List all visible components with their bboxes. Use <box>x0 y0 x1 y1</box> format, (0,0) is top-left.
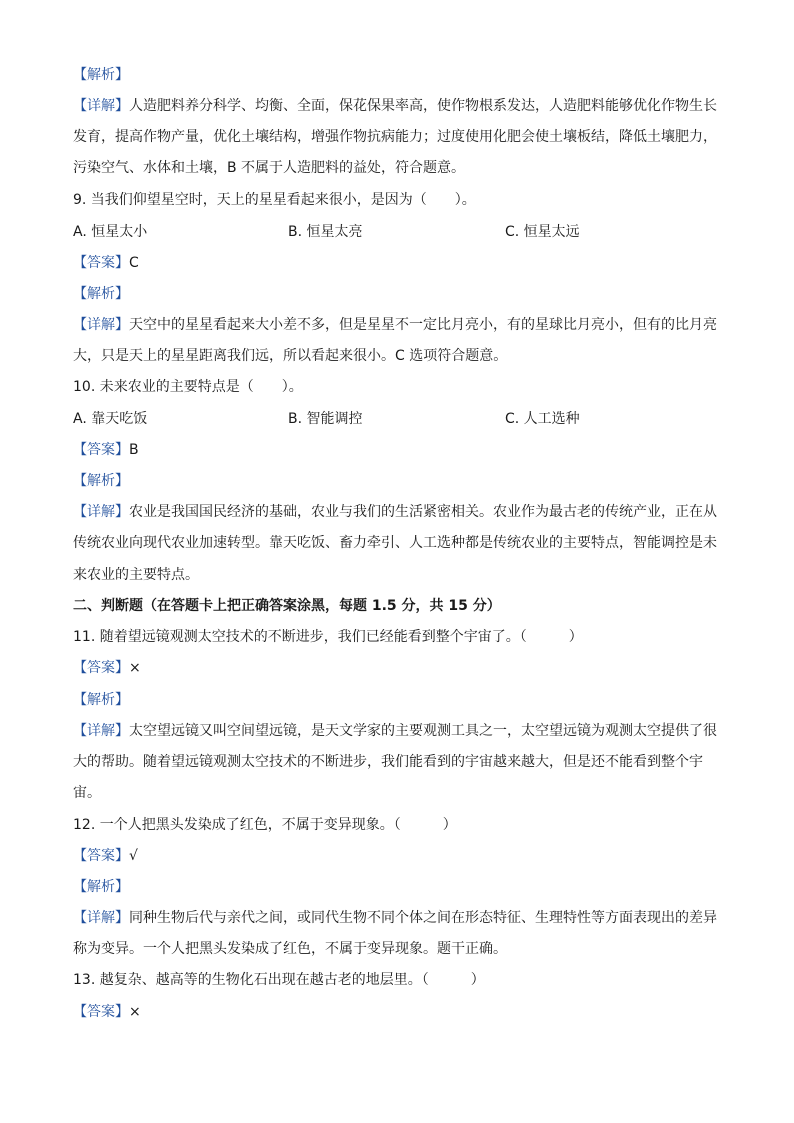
question-10: 10. 未来农业的主要特点是（ ）。 <box>73 379 303 395</box>
question-11: 11. 随着望远镜观测太空技术的不断进步，我们已经能看到整个宇宙了。（ ） <box>73 629 583 645</box>
answer-label: 【答案】B <box>73 442 139 458</box>
explanation-line: 【详解】农业是我国国民经济的基础，农业与我们的生活紧密相关。农业作为最古老的传统产业，正在从 <box>73 504 717 520</box>
explanation-line: 【详解】太空望远镜又叫空间望远镜，是天文学家的主要观测工具之一，太空望远镜为观测太空提供了很 <box>73 723 717 739</box>
explanation-line: 传统农业向现代农业加速转型。靠天吃饭、畜力牵引、人工选种都是传统农业的主要特点，智能调控是未 <box>73 535 717 551</box>
explanation-line: 【详解】同种生物后代与亲代之间，或同代生物不同个体之间在形态特征、生理特性等方面表现出的差异 <box>73 910 717 926</box>
explanation-line: 【详解】人造肥料养分科学、均衡、全面，保花保果率高，使作物根系发达，人造肥料能够优化作物生长 <box>73 98 717 114</box>
question-9: 9. 当我们仰望星空时，天上的星星看起来很小，是因为（ ）。 <box>73 192 476 208</box>
explanation-line: 污染空气、水体和土壤，B 不属于人造肥料的益处，符合题意。 <box>73 160 466 176</box>
analysis-label: 【解析】 <box>73 692 129 708</box>
answer-label: 【答案】√ <box>73 848 138 864</box>
q9-option-b: B. 恒星太亮 <box>288 224 363 240</box>
analysis-label: 【解析】 <box>73 473 129 489</box>
question-13: 13. 越复杂、越高等的生物化石出现在越古老的地层里。（ ） <box>73 972 485 988</box>
analysis-label: 【解析】 <box>73 67 129 83</box>
answer-label: 【答案】C <box>73 255 139 271</box>
question-12: 12. 一个人把黑头发染成了红色，不属于变异现象。（ ） <box>73 817 457 833</box>
explanation-line: 大的帮助。随着望远镜观测太空技术的不断进步，我们能看到的宇宙越来越大，但是还不能看到整个宇 <box>73 754 703 770</box>
analysis-label: 【解析】 <box>73 286 129 302</box>
explanation-line: 宙。 <box>73 785 101 801</box>
answer-label: 【答案】× <box>73 1004 141 1020</box>
q10-option-c: C. 人工选种 <box>505 411 580 427</box>
q9-option-a: A. 恒星太小 <box>73 224 148 240</box>
answer-label: 【答案】× <box>73 660 141 676</box>
section-heading: 二、判断题（在答题卡上把正确答案涂黑，每题 1.5 分，共 15 分） <box>73 598 501 614</box>
q10-option-a: A. 靠天吃饭 <box>73 411 148 427</box>
explanation-line: 来农业的主要特点。 <box>73 567 199 583</box>
explanation-line: 【详解】天空中的星星看起来大小差不多，但是星星不一定比月亮小，有的星球比月亮小，但有的比月亮 <box>73 317 717 333</box>
q9-option-c: C. 恒星太远 <box>505 224 580 240</box>
explanation-line: 大，只是天上的星星距离我们远，所以看起来很小。C 选项符合题意。 <box>73 348 508 364</box>
q10-option-b: B. 智能调控 <box>288 411 363 427</box>
explanation-line: 发育，提高作物产量，优化土壤结构，增强作物抗病能力；过度使用化肥会使土壤板结，降低土壤肥力， <box>73 129 717 145</box>
explanation-line: 称为变异。一个人把黑头发染成了红色，不属于变异现象。题干正确。 <box>73 941 507 957</box>
analysis-label: 【解析】 <box>73 879 129 895</box>
